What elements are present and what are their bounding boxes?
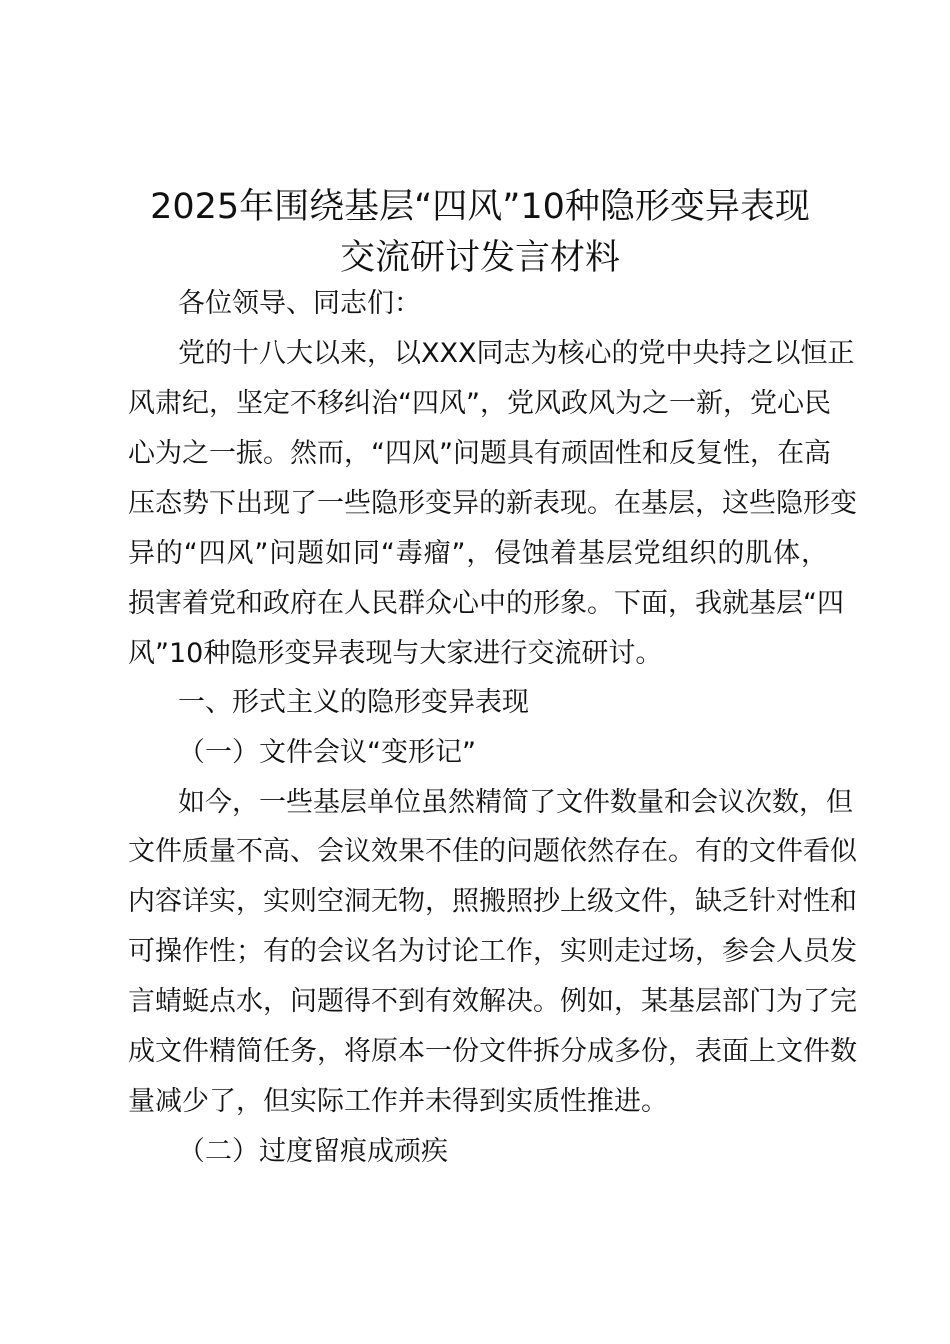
paragraph-2-line: 言蜻蜓点水，问题得不到有效解决。例如，某基层部门为了完 [128, 986, 857, 1017]
paragraph-1-line: 风肃纪，坚定不移纠治“四风”，党风政风为之一新，党心民 [128, 388, 831, 419]
document-title-line-2: 交流研讨发言材料 [339, 238, 620, 278]
paragraph-1-line: 心为之一振。然而，“四风”问题具有顽固性和反复性，在高 [128, 438, 831, 469]
paragraph-2-line: 量减少了，但实际工作并未得到实质性推进。 [128, 1086, 668, 1117]
document-title-line-1: 2025年围绕基层“四风”10种隐形变异表现 [150, 187, 810, 227]
paragraph-2-line: 可操作性；有的会议名为讨论工作，实则走过场，参会人员发 [128, 936, 857, 967]
paragraph-1-line: 党的十八大以来，以XXX同志为核心的党中央持之以恒正 [178, 338, 855, 369]
paragraph-1-line: 压态势下出现了一些隐形变异的新表现。在基层，这些隐形变 [128, 488, 857, 519]
paragraph-1-line: 异的“四风”问题如同“毒瘤”，侵蚀着基层党组织的肌体， [128, 538, 828, 569]
section-1-heading: 一、形式主义的隐形变异表现 [178, 687, 529, 718]
subsection-2-heading: （二）过度留痕成顽疾 [178, 1136, 448, 1167]
paragraph-2-line: 成文件精简任务，将原本一份文件拆分成多份，表面上文件数 [128, 1036, 857, 1067]
paragraph-2-line: 内容详实，实则空洞无物，照搬照抄上级文件，缺乏针对性和 [128, 886, 857, 917]
paragraph-2-line: 文件质量不高、会议效果不佳的问题依然存在。有的文件看似 [128, 836, 857, 867]
paragraph-1-line: 风”10种隐形变异表现与大家进行交流研讨。 [128, 638, 663, 669]
paragraph-1-line: 损害着党和政府在人民群众心中的形象。下面，我就基层“四 [128, 588, 844, 619]
greeting: 各位领导、同志们： [178, 288, 421, 319]
subsection-1-heading: （一）文件会议“变形记” [178, 737, 476, 768]
paragraph-2-line: 如今，一些基层单位虽然精简了文件数量和会议次数，但 [178, 787, 853, 818]
